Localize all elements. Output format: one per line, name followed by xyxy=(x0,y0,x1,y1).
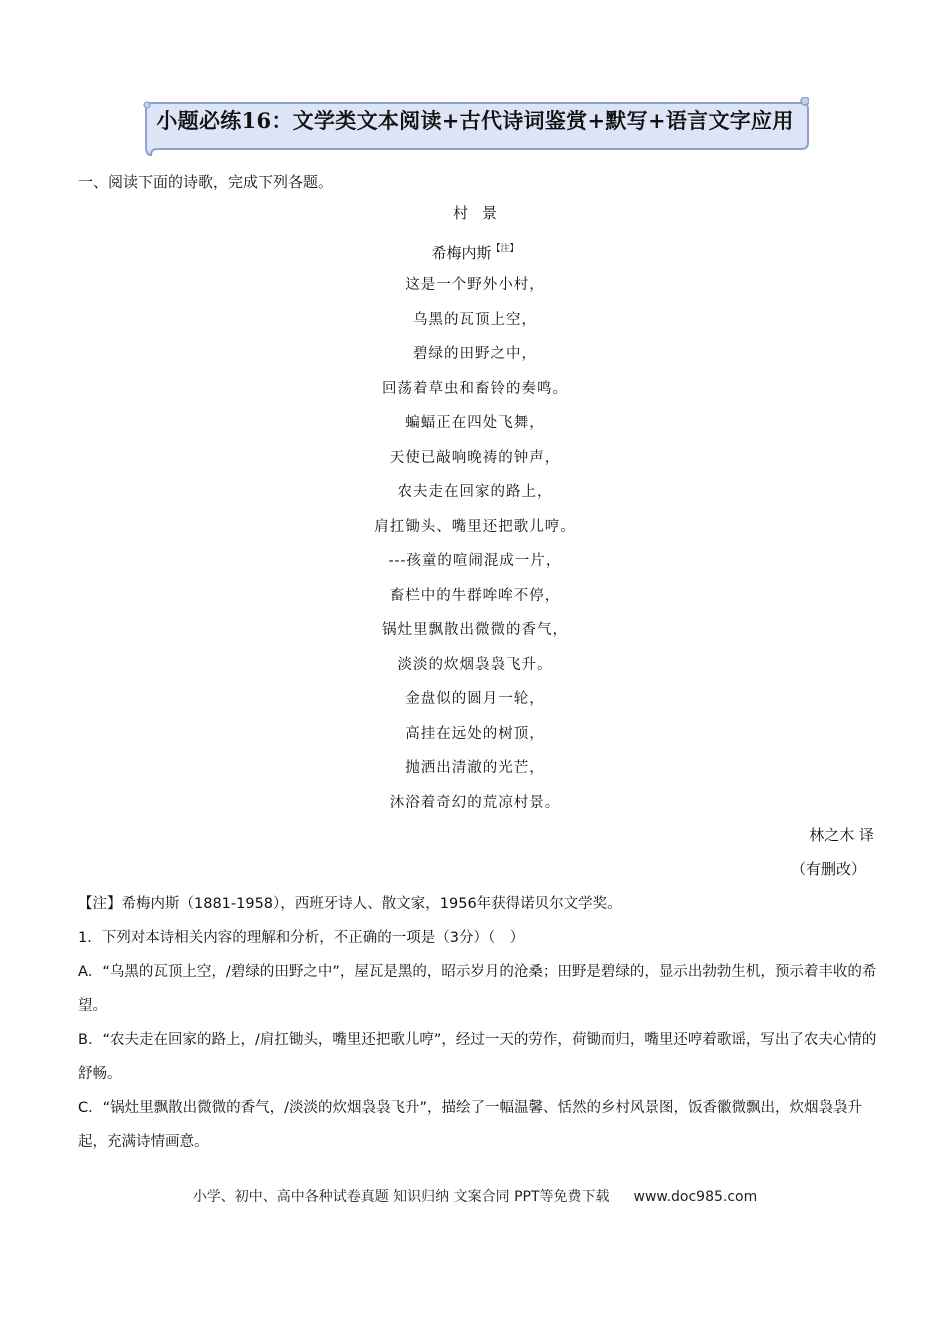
poem-annotation: 【注】希梅内斯（1881-1958），西班牙诗人、散文家，1956年获得诺贝尔文学奖。 xyxy=(78,896,622,912)
poem-line: 蝙蝠正在四处飞舞， xyxy=(405,415,545,431)
poem xyxy=(0,200,950,820)
poem-lines xyxy=(0,268,950,820)
poem-author-name: 希梅内斯 xyxy=(431,244,492,262)
poem-line: 肩扛锄头、嘴里还把歌儿哼。 xyxy=(374,518,576,535)
poem-note-mark: 【注】 xyxy=(491,244,519,254)
footer xyxy=(0,1186,950,1206)
title-banner xyxy=(141,97,809,155)
poem-edited-note: （有删改） xyxy=(790,860,866,878)
section-heading: 一、阅读下面的诗歌，完成下列各题。 xyxy=(78,173,334,191)
poem-line: 这是一个野外小村， xyxy=(405,277,545,293)
poem-line: 高挂在远处的树顶， xyxy=(405,725,545,742)
poem-line: 回荡着草虫和畜铃的奏鸣。 xyxy=(382,380,568,397)
poem-line: 淡淡的炊烟袅袅飞升。 xyxy=(397,656,553,673)
poem-line: 金盘似的圆月一轮， xyxy=(405,691,545,707)
poem-author xyxy=(0,234,950,268)
poem-line: 畜栏中的牛群哞哞不停， xyxy=(389,587,561,604)
poem-line: 乌黑的瓦顶上空， xyxy=(413,311,537,328)
poem-line: ---孩童的喧闹混成一片， xyxy=(388,553,562,569)
poem-line: 抛洒出清澈的光芒， xyxy=(405,760,545,776)
footer-text: 小学、初中、高中各种试卷真题 知识归纳 文案合同 PPT等免费下载 xyxy=(192,1189,610,1205)
poem-translator: 林之木 译 xyxy=(809,826,874,844)
poem-title: 村景 xyxy=(452,204,511,222)
footer-url[interactable]: www.doc985.com xyxy=(633,1189,758,1205)
poem-line: 锅灶里飘散出微微的香气， xyxy=(382,622,568,638)
option-b: B．“农夫走在回家的路上，/肩扛锄头，嘴里还把歌儿哼”，经过一天的劳作，荷锄而归，嘴里还哼着歌谣，写出了农夫心情的舒畅。 xyxy=(78,1032,877,1082)
poem-line: 天使已敲响晚祷的钟声， xyxy=(389,449,561,466)
poem-line: 碧绿的田野之中， xyxy=(413,346,537,362)
poem-line: 农夫走在回家的路上， xyxy=(397,484,553,500)
page-title: 小题必练16：文学类文本阅读+古代诗词鉴赏+默写+语言文字应用 xyxy=(156,108,794,133)
option-a: A．“乌黑的瓦顶上空，/碧绿的田野之中”，屋瓦是黑的，昭示岁月的沧桑；田野是碧绿的，显示出勃勃生机，预示着丰收的希望。 xyxy=(78,964,877,1014)
question-stem: 1．下列对本诗相关内容的理解和分析，不正确的一项是（3分）（ ） xyxy=(78,930,525,946)
option-c: C．“锅灶里飘散出微微的香气，/淡淡的炊烟袅袅飞升”，描绘了一幅温馨、恬然的乡村风景图，饭香徽微飘出，炊烟袅袅升起，充满诗情画意。 xyxy=(78,1100,863,1150)
poem-line: 沐浴着奇幻的荒凉村景。 xyxy=(389,794,561,811)
